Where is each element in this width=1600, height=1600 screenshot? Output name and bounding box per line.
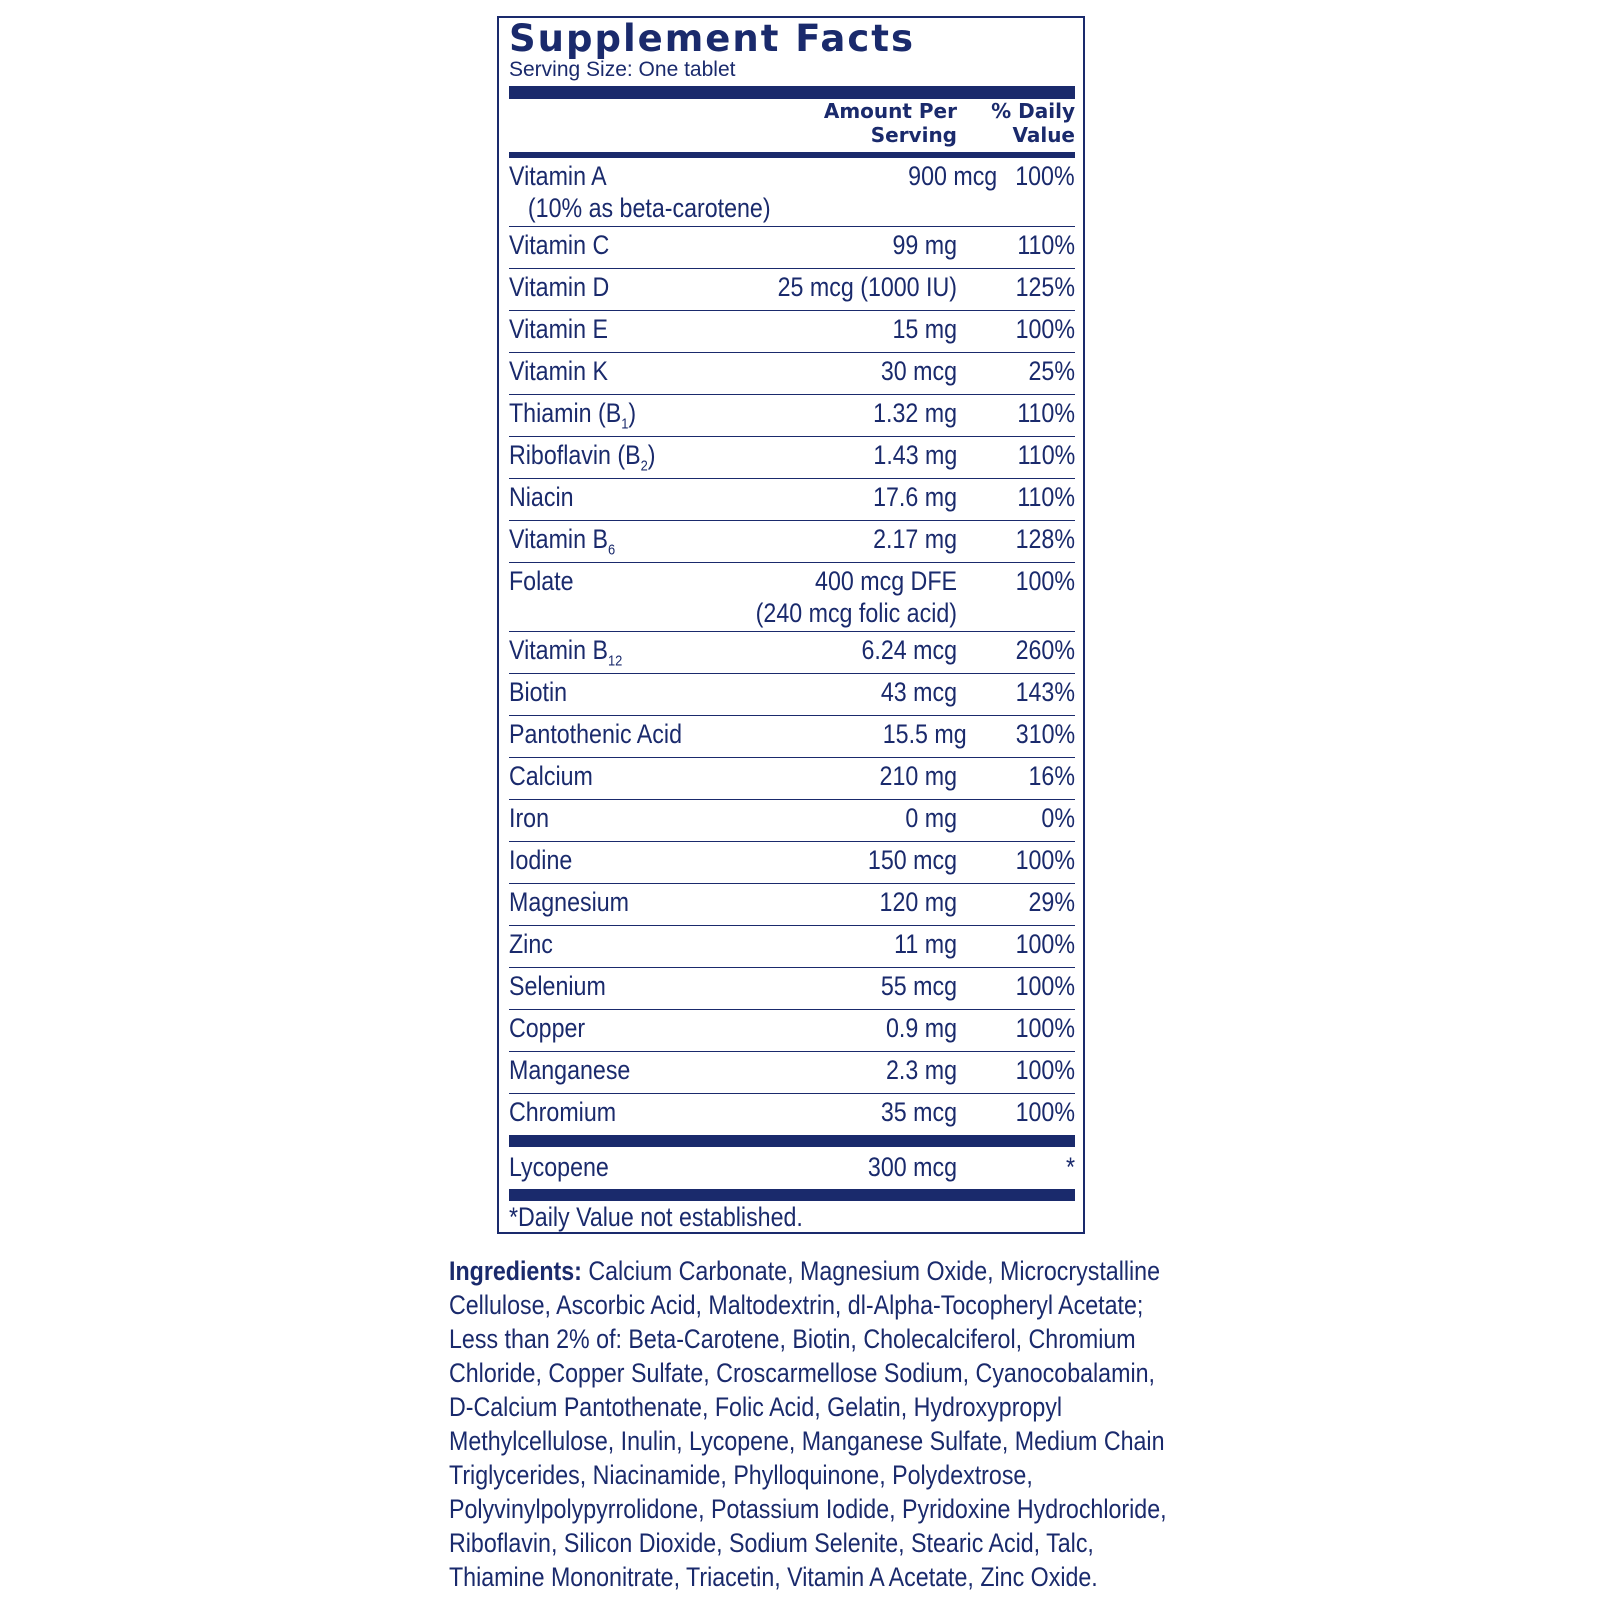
footnote: *Daily Value not established. xyxy=(509,1202,803,1232)
nutrient-name: Vitamin E xyxy=(509,314,608,344)
column-headers xyxy=(509,99,1075,152)
nutrient-amount: 1.32 mg xyxy=(873,398,957,428)
nutrient-name: Vitamin A (10% as beta-carotene) xyxy=(509,161,771,223)
nutrient-daily-value: 100% xyxy=(1015,1055,1075,1085)
nutrient-amount: 11 mg xyxy=(894,929,957,959)
nutrient-name: Vitamin D xyxy=(509,272,610,302)
nutrient-name: Riboflavin $(B_2)$ xyxy=(509,440,656,475)
nutrient-name: Manganese xyxy=(509,1055,631,1085)
nutrient-amount: 6.24 mcg xyxy=(861,635,957,665)
ingredients-label: Ingredients: xyxy=(449,1256,582,1286)
nutrient-daily-value: 100% xyxy=(1015,971,1075,1001)
ingredients-line: Triglycerides, Niacinamide, Phylloquinone, Polydextrose, xyxy=(449,1460,1033,1490)
nutrient-row xyxy=(509,800,1075,842)
nutrient-name: Zinc xyxy=(509,929,553,959)
nutrient-row xyxy=(509,632,1075,674)
nutrient-row xyxy=(509,1010,1075,1052)
nutrient-name-note: (10% as beta-carotene) xyxy=(527,193,771,223)
nutrient-daily-value: 0% xyxy=(1041,803,1075,833)
nutrient-amount: 17.6 mg xyxy=(873,482,957,512)
nutrient-row xyxy=(509,269,1075,311)
nutrient-name: Vitamin C xyxy=(509,230,610,260)
nutrient-name: Lycopene xyxy=(509,1152,609,1182)
nutrient-amount: 99 mg xyxy=(892,230,957,260)
nutrient-amount: 150 mcg xyxy=(867,845,957,875)
nutrient-daily-value: 110% xyxy=(1017,440,1075,470)
nutrient-name: Biotin xyxy=(509,677,568,707)
nutrient-daily-value: 100% xyxy=(1015,314,1075,344)
nutrient-amount: 400 mcg DFE (240 mcg folic acid) xyxy=(716,565,957,629)
ingredients-line: Methylcellulose, Inulin, Lycopene, Manganese Sulfate, Medium Chain xyxy=(449,1426,1165,1456)
nutrient-amount: 900 mcg xyxy=(908,161,998,191)
nutrient-daily-value: 310% xyxy=(1015,719,1075,749)
nutrient-daily-value: 100% xyxy=(1015,1097,1075,1127)
nutrient-list xyxy=(509,158,1075,1135)
ingredients-line: Less than 2% of: Beta-Carotene, Biotin, Cholecalciferol, Chromium xyxy=(449,1324,1136,1354)
nutrient-amount: 35 mcg xyxy=(880,1097,957,1127)
nutrient-row xyxy=(509,227,1075,269)
nutrient-row xyxy=(509,926,1075,968)
nutrient-amount: 2.17 mg xyxy=(873,524,957,554)
thick-divider xyxy=(509,1135,1075,1147)
nutrient-name: Folate xyxy=(509,566,574,596)
nutrient-name: Iron xyxy=(509,803,550,833)
nutrient-row xyxy=(509,479,1075,521)
nutrient-name: Pantothenic Acid xyxy=(509,719,682,749)
ingredients-line: Riboflavin, Silicon Dioxide, Sodium Selenite, Stearic Acid, Talc, xyxy=(449,1528,1094,1558)
daily-value-header: % Daily Value xyxy=(991,99,1075,147)
nutrient-daily-value: 100% xyxy=(1015,161,1075,191)
nutrient-daily-value: 110% xyxy=(1017,482,1075,512)
nutrient-daily-value: 100% xyxy=(1015,929,1075,959)
ingredients-line: Cellulose, Ascorbic Acid, Maltodextrin, dl-Alpha-Tocopheryl Acetate; xyxy=(449,1290,1144,1320)
nutrient-name: Vitamin K xyxy=(509,356,608,386)
nutrient-amount: 300 mcg xyxy=(867,1152,957,1182)
nutrient-row xyxy=(509,884,1075,926)
nutrient-daily-value: 29% xyxy=(1028,887,1075,917)
nutrient-amount: 15.5 mg xyxy=(882,719,967,749)
nutrient-row xyxy=(509,563,1075,632)
nutrient-row xyxy=(509,968,1075,1010)
nutrient-daily-value: 110% xyxy=(1017,398,1075,428)
thick-divider xyxy=(509,86,1075,99)
nutrient-daily-value: 100% xyxy=(1015,566,1075,596)
serving-size: Serving Size: One tablet xyxy=(509,58,736,81)
ingredients-line: Thiamine Mononitrate, Triacetin, Vitamin A Acetate, Zinc Oxide. xyxy=(449,1562,1098,1592)
nutrient-row xyxy=(509,674,1075,716)
nutrient-amount: 55 mcg xyxy=(880,971,957,1001)
ingredients-line: D-Calcium Pantothenate, Folic Acid, Gelatin, Hydroxypropyl xyxy=(449,1392,1063,1422)
amount-per-serving-header: Amount Per Serving xyxy=(823,99,957,147)
nutrient-row xyxy=(509,1094,1075,1135)
nutrient-name: Selenium xyxy=(509,971,606,1001)
ingredients-line: Polyvinylpolypyrrolidone, Potassium Iodide, Pyridoxine Hydrochloride, xyxy=(449,1494,1167,1524)
nutrient-amount: 0 mg xyxy=(905,803,957,833)
nutrient-amount: 0.9 mg xyxy=(886,1013,957,1043)
nutrient-amount: 1.43 mg xyxy=(873,440,958,470)
nutrient-row xyxy=(509,842,1075,884)
nutrient-row xyxy=(509,353,1075,395)
nutrient-daily-value: 16% xyxy=(1028,761,1075,791)
nutrient-daily-value: 25% xyxy=(1028,356,1075,386)
nutrient-amount: 2.3 mg xyxy=(886,1055,957,1085)
nutrient-row-lycopene xyxy=(509,1147,1075,1189)
supplement-facts-panel xyxy=(497,16,1085,1234)
nutrient-amount-note: (240 mcg folic acid) xyxy=(755,598,957,628)
ingredients-line: Chloride, Copper Sulfate, Croscarmellose Sodium, Cyanocobalamin, xyxy=(449,1358,1155,1388)
ingredients-block xyxy=(449,1254,1171,1594)
nutrient-row xyxy=(509,311,1075,353)
nutrient-name: Copper xyxy=(509,1013,586,1043)
nutrient-daily-value: 100% xyxy=(1015,1013,1075,1043)
nutrient-name: Vitamin $B_{12}$ xyxy=(509,635,623,670)
nutrient-amount: 25 mcg (1000 IU) xyxy=(777,272,957,302)
nutrient-row xyxy=(509,758,1075,800)
nutrient-daily-value: 143% xyxy=(1015,677,1075,707)
nutrient-daily-value: 110% xyxy=(1017,230,1075,260)
nutrient-name: Thiamin $(B_1)$ xyxy=(509,398,637,433)
nutrient-name: Magnesium xyxy=(509,887,630,917)
nutrient-daily-value: 260% xyxy=(1015,635,1075,665)
nutrient-daily-value: * xyxy=(1065,1152,1075,1182)
nutrient-daily-value: 100% xyxy=(1015,845,1075,875)
nutrient-name: Niacin xyxy=(509,482,574,512)
nutrient-row xyxy=(509,521,1075,563)
nutrient-row xyxy=(509,395,1075,437)
thick-divider xyxy=(509,1189,1075,1201)
nutrient-amount: 210 mg xyxy=(879,761,957,791)
nutrient-name: Chromium xyxy=(509,1097,617,1127)
nutrient-row xyxy=(509,437,1075,479)
nutrient-daily-value: 125% xyxy=(1015,272,1075,302)
nutrient-amount: 43 mcg xyxy=(880,677,957,707)
nutrient-row xyxy=(509,158,1075,227)
nutrient-name: Calcium xyxy=(509,761,593,791)
nutrient-row xyxy=(509,1052,1075,1094)
nutrient-name: Iodine xyxy=(509,845,573,875)
nutrient-daily-value: 128% xyxy=(1015,524,1075,554)
nutrient-row xyxy=(509,716,1075,758)
nutrient-amount: 120 mg xyxy=(879,887,957,917)
nutrient-amount: 30 mcg xyxy=(880,356,957,386)
nutrient-amount: 15 mg xyxy=(892,314,957,344)
ingredients-line: Ingredients: Calcium Carbonate, Magnesium Oxide, Microcrystalline xyxy=(449,1256,1161,1286)
nutrient-name: Vitamin $B_6$ xyxy=(509,524,616,559)
panel-title: Supplement Facts xyxy=(509,17,916,60)
